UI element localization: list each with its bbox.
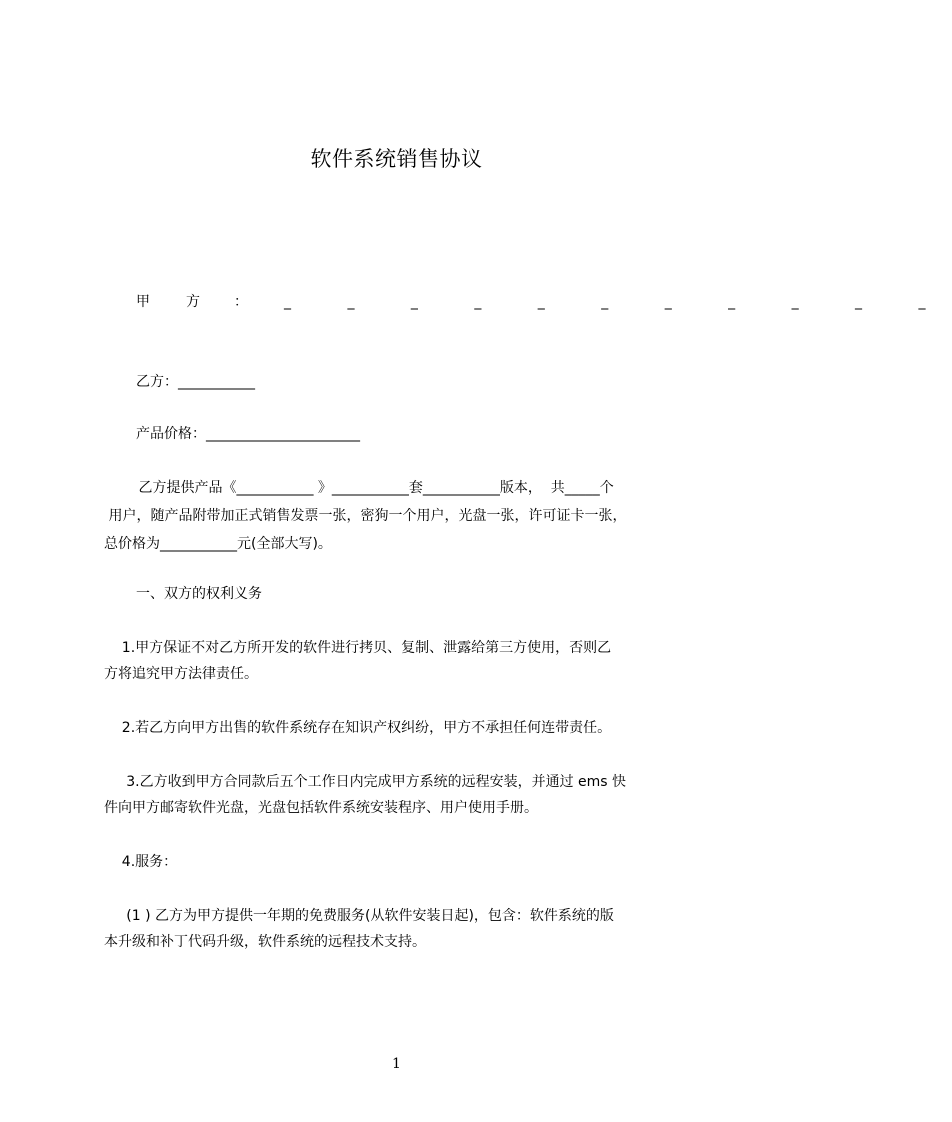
price-line: 产品价格：______________________ (136, 426, 360, 442)
item-3-line-1: 3.乙方收到甲方合同款后五个工作日内完成甲方系统的远程安装，并通过 ems 快 (104, 774, 627, 790)
party-a-blank-text: _ _ _ _ _ _ _ _ _ _ _ (284, 294, 952, 310)
party-a-label-2: 方 (186, 294, 200, 310)
section-heading-1: 一、双方的权利义务 (136, 586, 262, 602)
paragraph-1-line-3: 总价格为___________元(全部大写)。 (104, 536, 332, 552)
item-4-1-line-1: (1 ) 乙方为甲方提供一年期的免费服务(从软件安装日起)，包含：软件系统的版 (104, 908, 614, 924)
paragraph-1-line-2: 用户，随产品附带加正式销售发票一张，密狗一个用户，光盘一张，许可证卡一张， (104, 508, 627, 524)
item-4-1-line-2: 本升级和补丁代码升级，软件系统的远程技术支持。 (104, 934, 426, 950)
page-number: 1 (392, 1056, 401, 1072)
party-b-line: 乙方：___________ (136, 374, 255, 390)
party-a-label-1: 甲 (136, 294, 150, 310)
item-1-line-1: 1.甲方保证不对乙方所开发的软件进行拷贝、复制、泄露给第三方使用，否则乙 (104, 640, 612, 656)
party-a-blank (284, 292, 952, 312)
item-4-heading: 4.服务： (104, 854, 178, 870)
item-1-line-2: 方将追究甲方法律责任。 (104, 666, 258, 682)
document-title: 软件系统销售协议 (310, 147, 483, 171)
paragraph-1-line-1: 乙方提供产品《___________ 》___________套___________版本， 共_____个 (134, 480, 614, 496)
item-3-line-2: 件向甲方邮寄软件光盘，光盘包括软件系统安装程序、用户使用手册。 (104, 800, 538, 816)
party-a-colon: ： (234, 294, 248, 310)
item-2-line-1: 2.若乙方向甲方出售的软件系统存在知识产权纠纷，甲方不承担任何连带责任。 (104, 720, 612, 736)
